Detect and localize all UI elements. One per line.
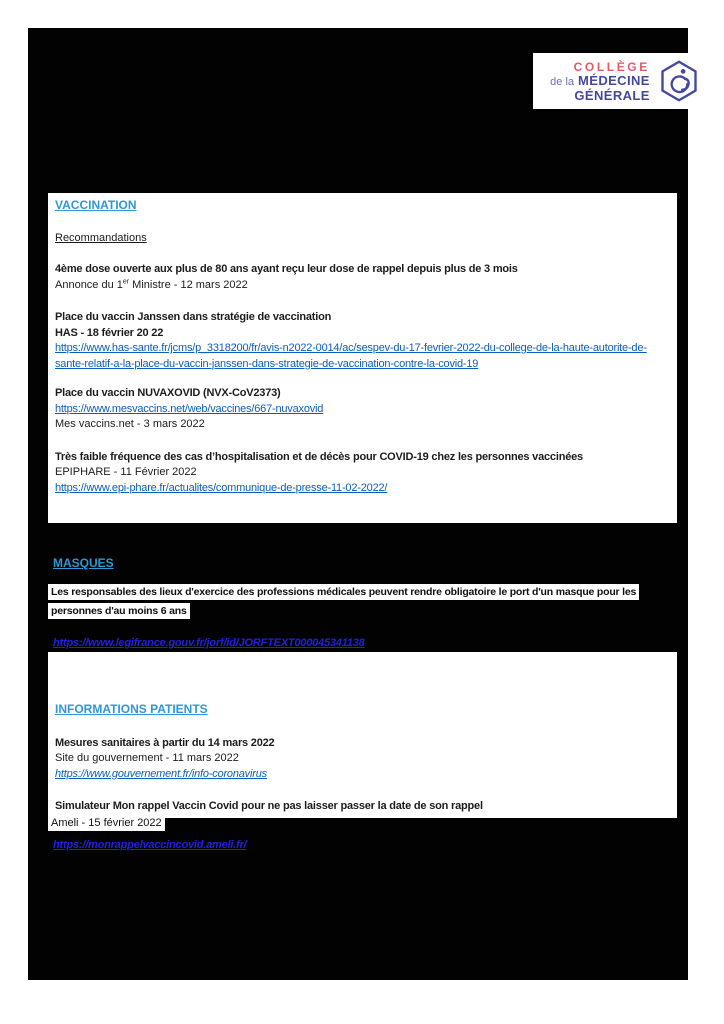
news-title-mesures-sanitaires: Mesures sanitaires à partir du 14 mars 2022 — [55, 736, 275, 749]
subheading-recommandations: Recommandations — [55, 231, 147, 244]
cmg-logo — [533, 53, 718, 109]
cmg-logo-text — [550, 60, 650, 103]
superscript-er: er — [122, 277, 130, 285]
link-legifrance[interactable]: https://www.legifrance.gouv.fr/jorf/id/JORFTEXT000045341138 — [53, 637, 365, 649]
news-source-gouvernement: Site du gouvernement - 11 mars 2022 — [55, 752, 239, 764]
ameli-source-highlight: Ameli - 15 février 2022 — [48, 815, 165, 831]
heading-informations-patients: INFORMATIONS PATIENTS — [55, 702, 208, 716]
news-title-epiphare: Très faible fréquence des cas d’hospitalisation et de décès pour COVID-19 chez les personnes vaccinées — [55, 450, 583, 463]
logo-medecine-line — [550, 74, 650, 89]
masques-link-line — [53, 636, 673, 652]
news-source-annonce: Annonce du 1er Ministre - 12 mars 2022 — [55, 277, 248, 291]
link-monrappelvaccincovid[interactable]: https://monrappelvaccincovid.ameli.fr/ — [53, 839, 247, 851]
link-has-sante[interactable]: https://www.has-sante.fr/jcms/p_3318200/fr/avis-n2022-0014/ac/sespev-du-17-fevrier-2022-du-college-de-la-haute-autorite-de-sante-relatif-a-la-place-du-vaccin-janssen-dans-strategie-de-vaccination-contre-la-covid-19 — [55, 342, 647, 370]
news-title-simulateur-rappel: Simulateur Mon rappel Vaccin Covid pour ne pas laisser passer la date de son rappel — [55, 800, 483, 812]
hexagon-person-icon — [657, 59, 701, 103]
news-title-nuvaxovid: Place du vaccin NUVAXOVID (NVX-CoV2373) — [55, 387, 281, 399]
news-source-mesvaccins: Mes vaccins.net - 3 mars 2022 — [55, 418, 205, 430]
logo-medecine: MÉDECINE — [578, 72, 650, 88]
heading-vaccination: VACCINATION — [55, 198, 137, 212]
link-gouvernement[interactable]: https://www.gouvernement.fr/info-coronavirus — [55, 767, 267, 780]
logo-college-line: COLLÈGE — [573, 59, 650, 74]
section-vaccination — [48, 193, 677, 523]
heading-masques: MASQUES — [53, 556, 114, 570]
section-informations-patients — [48, 652, 677, 818]
masques-paragraph — [48, 583, 681, 620]
news-title-4eme-dose: 4ème dose ouverte aux plus de 80 ans ayant reçu leur dose de rappel depuis plus de 3 mois — [55, 263, 518, 275]
link-mesvaccins[interactable]: https://www.mesvaccins.net/web/vaccines/667-nuvaxovid — [55, 402, 324, 415]
masques-highlight-text: Les responsables des lieux d'exercice des professions médicales peuvent rendre obligatoire le port d'un masque pour les personnes d'au moins 6 ans — [48, 584, 639, 619]
ameli-link-line — [53, 838, 673, 854]
news-source-has: HAS - 18 février 20 22 — [55, 326, 164, 339]
news-title-janssen: Place du vaccin Janssen dans stratégie de vaccination — [55, 311, 332, 323]
logo-generale-line: GÉNÉRALE — [574, 87, 650, 103]
link-epi-phare[interactable]: https://www.epi-phare.fr/actualites/communique-de-presse-11-02-2022/ — [55, 481, 388, 494]
news-source-epiphare: EPIPHARE - 11 Février 2022 — [55, 466, 197, 478]
ameli-source-line — [48, 816, 165, 832]
logo-de-la: de la — [550, 75, 575, 88]
